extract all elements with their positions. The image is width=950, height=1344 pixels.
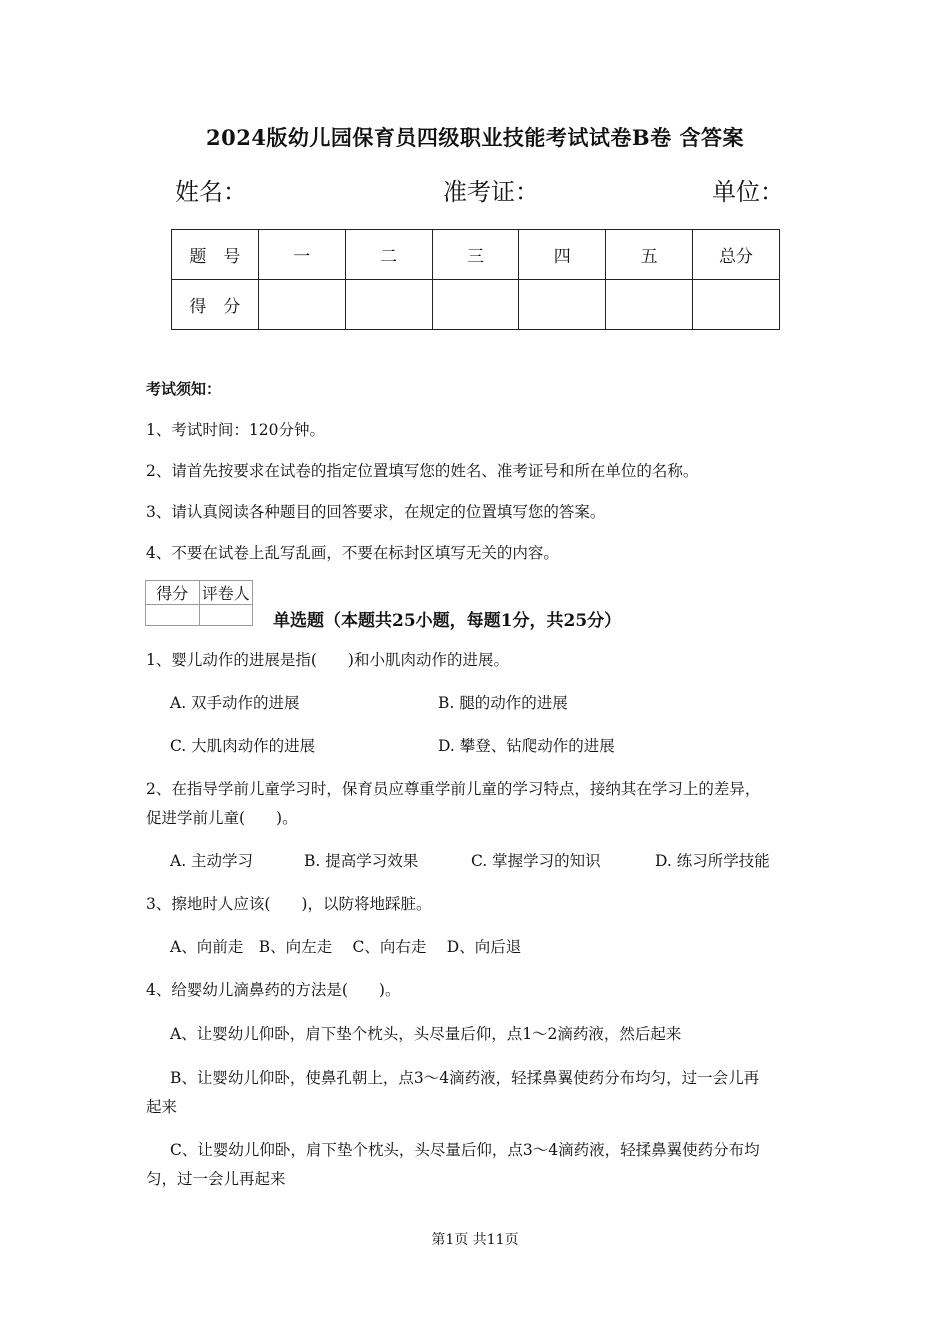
score-table-score-row [172, 280, 780, 330]
question-4-stem: 4、给婴幼儿滴鼻药的方法是( )。 [146, 981, 401, 999]
unit-field-label: 单位： [712, 178, 784, 206]
note-item-4: 4、不要在试卷上乱写乱画，不要在标封区填写无关的内容。 [146, 544, 559, 562]
header-part-3: 三 [432, 230, 519, 280]
grader-reviewer-label: 评卷人 [199, 581, 253, 605]
header-part-5: 五 [606, 230, 693, 280]
note-item-2: 2、请首先按要求在试卷的指定位置填写您的姓名、准考证号和所在单位的名称。 [146, 462, 699, 480]
question-2-option-d: D. 练习所学技能 [655, 852, 770, 870]
question-1-option-a: A. 双手动作的进展 [170, 694, 300, 712]
question-1-option-b: B. 腿的动作的进展 [438, 694, 568, 712]
note-item-1: 1、考试时间：120分钟。 [146, 421, 325, 439]
question-2-stem-line-2: 促进学前儿童( )。 [146, 809, 298, 827]
question-4-option-a: A、让婴幼儿仰卧，肩下垫个枕头，头尽量后仰，点1～2滴药液，然后起来 [170, 1025, 682, 1043]
grader-reviewer-cell [199, 605, 253, 626]
score-row-label: 得 分 [172, 280, 259, 330]
score-cell-total [693, 280, 780, 330]
page-footer: 第1页 共11页 [431, 1232, 519, 1248]
header-part-1: 一 [258, 230, 345, 280]
score-cell-2 [345, 280, 432, 330]
question-2-option-b: B. 提高学习效果 [304, 852, 419, 870]
note-item-3: 3、请认真阅读各种题目的回答要求，在规定的位置填写您的答案。 [146, 503, 606, 521]
score-table [171, 229, 780, 330]
notes-heading: 考试须知： [146, 380, 222, 398]
question-2-option-c: C. 掌握学习的知识 [471, 852, 601, 870]
question-1-option-c: C. 大肌肉动作的进展 [170, 737, 316, 755]
grader-score-label: 得分 [146, 581, 200, 605]
question-4-option-c-line-1: C、让婴幼儿仰卧，肩下垫个枕头，头尽量后仰，点3～4滴药液，轻揉鼻翼使药分布均 [170, 1141, 760, 1159]
section-title: 单选题（本题共25小题，每题1分，共25分） [273, 611, 622, 631]
question-4-option-b-line-1: B、让婴幼儿仰卧，使鼻孔朝上，点3～4滴药液，轻揉鼻翼使药分布均匀，过一会儿再 [170, 1069, 760, 1087]
score-cell-1 [258, 280, 345, 330]
header-part-2: 二 [345, 230, 432, 280]
question-4-option-b-line-2: 起来 [146, 1098, 178, 1116]
grader-box [145, 580, 253, 626]
score-table-header-row [172, 230, 780, 280]
grader-score-cell [146, 605, 200, 626]
header-question-number: 题 号 [172, 230, 259, 280]
score-cell-3 [432, 280, 519, 330]
question-2-option-a: A. 主动学习 [170, 852, 254, 870]
score-cell-5 [606, 280, 693, 330]
header-part-4: 四 [519, 230, 606, 280]
name-field-label: 姓名： [175, 178, 247, 206]
exam-id-field-label: 准考证： [443, 178, 539, 206]
score-cell-4 [519, 280, 606, 330]
question-1-stem: 1、婴儿动作的进展是指( )和小肌肉动作的进展。 [146, 651, 509, 669]
header-total: 总分 [693, 230, 780, 280]
page-title: 2024版幼儿园保育员四级职业技能考试试卷B卷 含答案 [205, 125, 744, 150]
question-4-option-c-line-2: 匀，过一会儿再起来 [146, 1170, 286, 1188]
question-1-option-d: D. 攀登、钻爬动作的进展 [438, 737, 615, 755]
question-3-options: A、向前走 B、向左走 C、向右走 D、向后退 [170, 938, 522, 956]
question-2-stem-line-1: 2、在指导学前儿童学习时，保育员应尊重学前儿童的学习特点，接纳其在学习上的差异， [146, 780, 761, 798]
question-3-stem: 3、擦地时人应该( )，以防将地踩脏。 [146, 895, 432, 913]
